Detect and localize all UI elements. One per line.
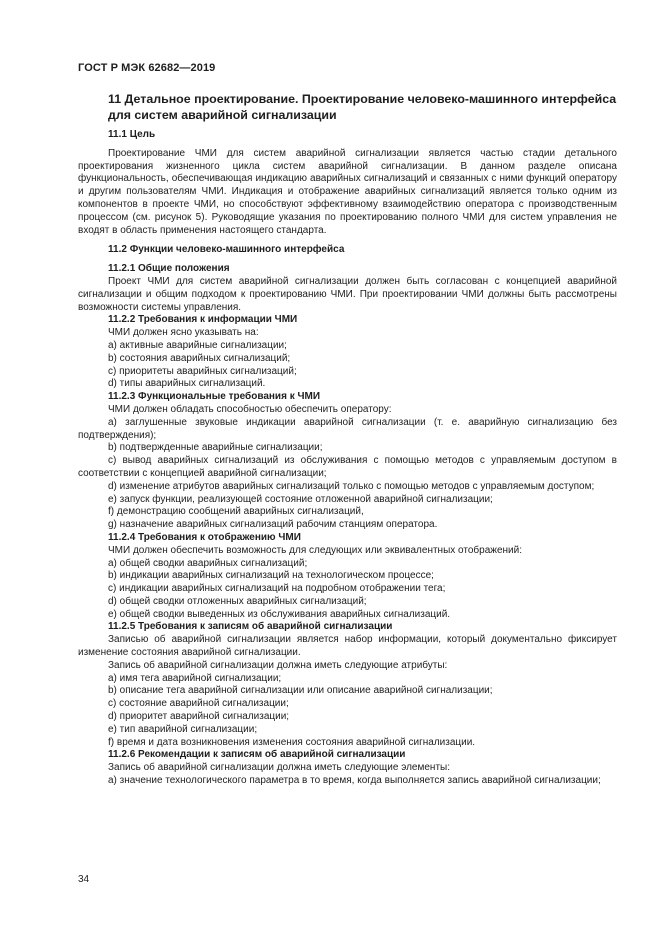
clause-title-11-2-5: 11.2.5 Требования к записям об аварийной сигнализации: [108, 621, 393, 633]
list-item: a) имя тега аварийной сигнализации;: [108, 672, 282, 684]
list-item: a) значение технологического параметра в то время, когда выполняется запись аварийной сигнализации;: [108, 775, 601, 787]
subsection-title-11-2: 11.2 Функции человеко-машинного интерфейса: [108, 244, 345, 256]
document-body: [78, 92, 617, 788]
list-item: e) тип аварийной сигнализации;: [108, 723, 258, 735]
list-item: e) запуск функции, реализующей состояние отложенной аварийной сигнализации;: [108, 493, 493, 505]
list-item: f) время и дата возникновения изменения состояния аварийной сигнализации.: [108, 736, 476, 748]
list-item: c) приоритеты аварийных сигнализаций;: [108, 365, 297, 377]
list-item: a) общей сводки аварийных сигнализаций;: [108, 557, 308, 569]
intro-11-2-5: Запись об аварийной сигнализации должна иметь следующие атрибуты:: [108, 659, 448, 671]
list-item: b) описание тега аварийной сигнализации или описание аварийной сигнализации;: [108, 685, 493, 697]
clause-title-11-2-3: 11.2.3 Функциональные требования к ЧМИ: [108, 391, 321, 403]
paragraph-11-1: Проектирование ЧМИ для систем аварийной сигнализации является частью стадии детального проектирования жизненного цикла систем аварийной сигнализации. В данном разделе описана функциональность, обеспечивающая индикацию аварийных сигнализаций и связанных с ними функций оператору и другим пользователям ЧМИ. Индикация и отображение аварийных сигнализаций является только одним из компонентов в проекте ЧМИ, но способствуют эффективному взаимодействию оператора с производственным процессом (см. рисунок 5). Руководящие указания по проектированию полного ЧМИ для систем управления не входят в область применения настоящего стандарта.: [78, 147, 617, 236]
intro-11-2-6: Запись об аварийной сигнализации должна иметь следующие элементы:: [108, 762, 450, 774]
list-item: d) изменение атрибутов аварийных сигнализаций только с помощью методов с управляемым доступом;: [108, 480, 595, 492]
list-item: a) активные аварийные сигнализации;: [108, 339, 287, 351]
subsection-title-11-1: 11.1 Цель: [108, 129, 156, 140]
intro-11-2-2: ЧМИ должен ясно указывать на:: [108, 327, 259, 339]
list-item: d) приоритет аварийной сигнализации;: [108, 711, 290, 723]
clause-title-11-2-4: 11.2.4 Требования к отображению ЧМИ: [108, 531, 301, 543]
clause-title-11-2-1: 11.2.1 Общие положения: [108, 263, 230, 275]
list-item: b) индикации аварийных сигнализаций на технологическом процессе;: [108, 570, 434, 582]
list-item: b) подтвержденные аварийные сигнализации;: [108, 442, 323, 454]
clause-title-11-2-2: 11.2.2 Требования к информации ЧМИ: [108, 314, 298, 326]
list-item: g) назначение аварийных сигнализаций рабочим станциям оператора.: [108, 519, 438, 531]
intro-11-2-4: ЧМИ должен обеспечить возможность для следующих или эквивалентных отображений:: [108, 544, 522, 556]
list-item: e) общей сводки выведенных из обслуживания аварийных сигнализаций.: [108, 608, 451, 620]
paragraph-11-2-5: Записью об аварийной сигнализации является набор информации, который документально фиксирует изменение состояния аварийной сигнализации.: [78, 634, 617, 659]
list-item: c) вывод аварийных сигнализаций из обслуживания с помощью методов с управляемым доступом в соответствии с концепцией аварийной сигнализации;: [78, 455, 617, 479]
list-item: d) типы аварийных сигнализаций.: [108, 378, 266, 390]
list-item: b) состояния аварийных сигнализаций;: [108, 352, 291, 364]
page-number: 34: [78, 874, 90, 885]
list-item: c) состояние аварийной сигнализации;: [108, 698, 289, 710]
page-header: ГОСТ Р МЭК 62682—2019: [78, 62, 216, 74]
clause-title-11-2-6: 11.2.6 Рекомендации к записям об аварийной сигнализации: [108, 749, 406, 761]
intro-11-2-3: ЧМИ должен обладать способностью обеспечить оператору:: [108, 403, 392, 415]
paragraph-11-2-1: Проект ЧМИ для систем аварийной сигнализации должен быть согласован с концепцией аварийной сигнализации и общим подходом к проектированию ЧМИ. При проектировании ЧМИ должны быть рассмотрены возможности системы управления.: [78, 275, 617, 313]
list-item: c) индикации аварийных сигнализаций на подробном отображении тега;: [108, 583, 446, 595]
list-item: f) демонстрацию сообщений аварийных сигнализаций,: [108, 506, 364, 518]
list-item: a) заглушенные звуковые индикации аварийной сигнализации (т. е. аварийную сигнализацию без подтверждения);: [78, 416, 617, 441]
list-item: d) общей сводки отложенных аварийных сигнализаций;: [108, 595, 367, 607]
section-title: 11 Детальное проектирование. Проектирование человеко-машинного интерфейса для систем аварийной сигнализации: [108, 92, 617, 122]
